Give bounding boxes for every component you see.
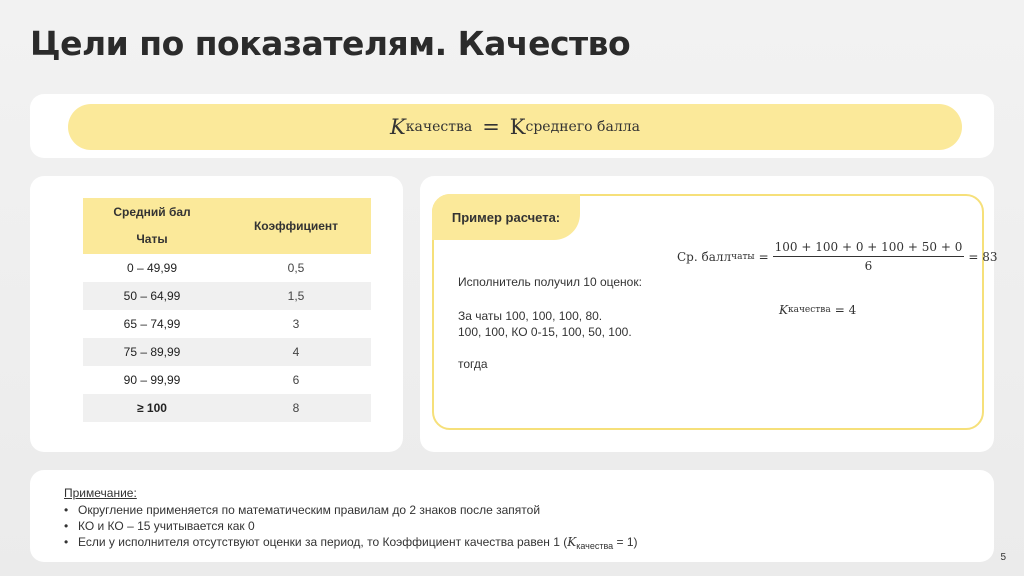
note-item: • КО и КО – 15 учитывается как 0 [64, 518, 638, 534]
example-intro: Исполнитель получил 10 оценок: [458, 275, 642, 289]
header-chats-label: Чаты [136, 232, 168, 246]
coef-cell: 0,5 [287, 261, 305, 275]
table-row [83, 366, 371, 394]
avg-label: Ср. балл [677, 249, 732, 264]
k-avg-symbol: K [509, 115, 526, 139]
header-average-score-label: Средний бал [113, 205, 191, 219]
avg-equals: = [758, 249, 769, 264]
k-result-subscript: качества [787, 305, 831, 315]
table-row [83, 394, 371, 422]
table-row [83, 282, 371, 310]
table-row [83, 310, 371, 338]
coef-cell: 4 [221, 338, 371, 366]
k-quality-subscript: качества [405, 119, 473, 135]
note-card [30, 470, 994, 562]
range-cell: 75 – 89,99 [83, 338, 221, 366]
avg-label-subscript: чаты [731, 251, 755, 262]
quality-formula [68, 104, 962, 150]
coefficient-table-card [30, 176, 403, 452]
avg-fraction [773, 240, 965, 273]
coefficient-table [83, 198, 371, 422]
note-item [64, 534, 638, 554]
note-item-3-prefix: Если у исполнителя отсутствуют оценки за период, то Коэффициент качества равен 1 ( [78, 535, 568, 549]
range-cell: 0 – 49,99 [126, 261, 178, 275]
k-quality-result-formula [779, 303, 856, 317]
formula-card [30, 94, 994, 158]
header-average-score [83, 198, 221, 254]
example-tab-label: Пример расчета: [432, 194, 580, 240]
range-cell: 65 – 74,99 [123, 317, 181, 331]
range-cell: 90 – 99,99 [123, 373, 181, 387]
note-item: • Округление применяется по математическим правилам до 2 знаков после запятой [64, 502, 638, 518]
header-coefficient: Коэффициент [221, 198, 371, 254]
page-title: Цели по показателям. Качество [30, 24, 631, 63]
coef-cell: 6 [292, 373, 300, 387]
note-k-symbol: K [567, 535, 577, 549]
equals-sign: = [482, 115, 500, 139]
page-number: 5 [1000, 552, 1006, 563]
k-quality-symbol: K [390, 115, 406, 139]
table-row [83, 338, 371, 366]
table-row [83, 254, 371, 282]
avg-result: = 83 [968, 249, 998, 264]
k-result-symbol: K [779, 303, 788, 317]
example-line-2: 100, 100, КО 0-15, 100, 50, 100. [458, 325, 632, 339]
avg-numerator: 100 + 100 + 0 + 100 + 50 + 0 [773, 240, 965, 257]
coef-cell: 1,5 [221, 282, 371, 310]
note-heading: Примечание: [64, 486, 137, 500]
coef-cell: 8 [221, 394, 371, 422]
example-line-1: За чаты 100, 100, 100, 80. [458, 309, 603, 323]
coef-cell: 3 [292, 317, 300, 331]
note-k-subscript: качества [576, 541, 614, 551]
example-then: тогда [458, 357, 488, 371]
k-result-value: = 4 [834, 303, 857, 317]
range-cell: 50 – 64,99 [83, 282, 221, 310]
average-score-formula [677, 240, 997, 273]
k-avg-subscript: среднего балла [525, 119, 640, 135]
range-cell: ≥ 100 [83, 394, 221, 422]
note-list [64, 502, 638, 554]
note-item-3-suffix: = 1) [613, 535, 638, 549]
avg-denominator: 6 [864, 259, 873, 273]
